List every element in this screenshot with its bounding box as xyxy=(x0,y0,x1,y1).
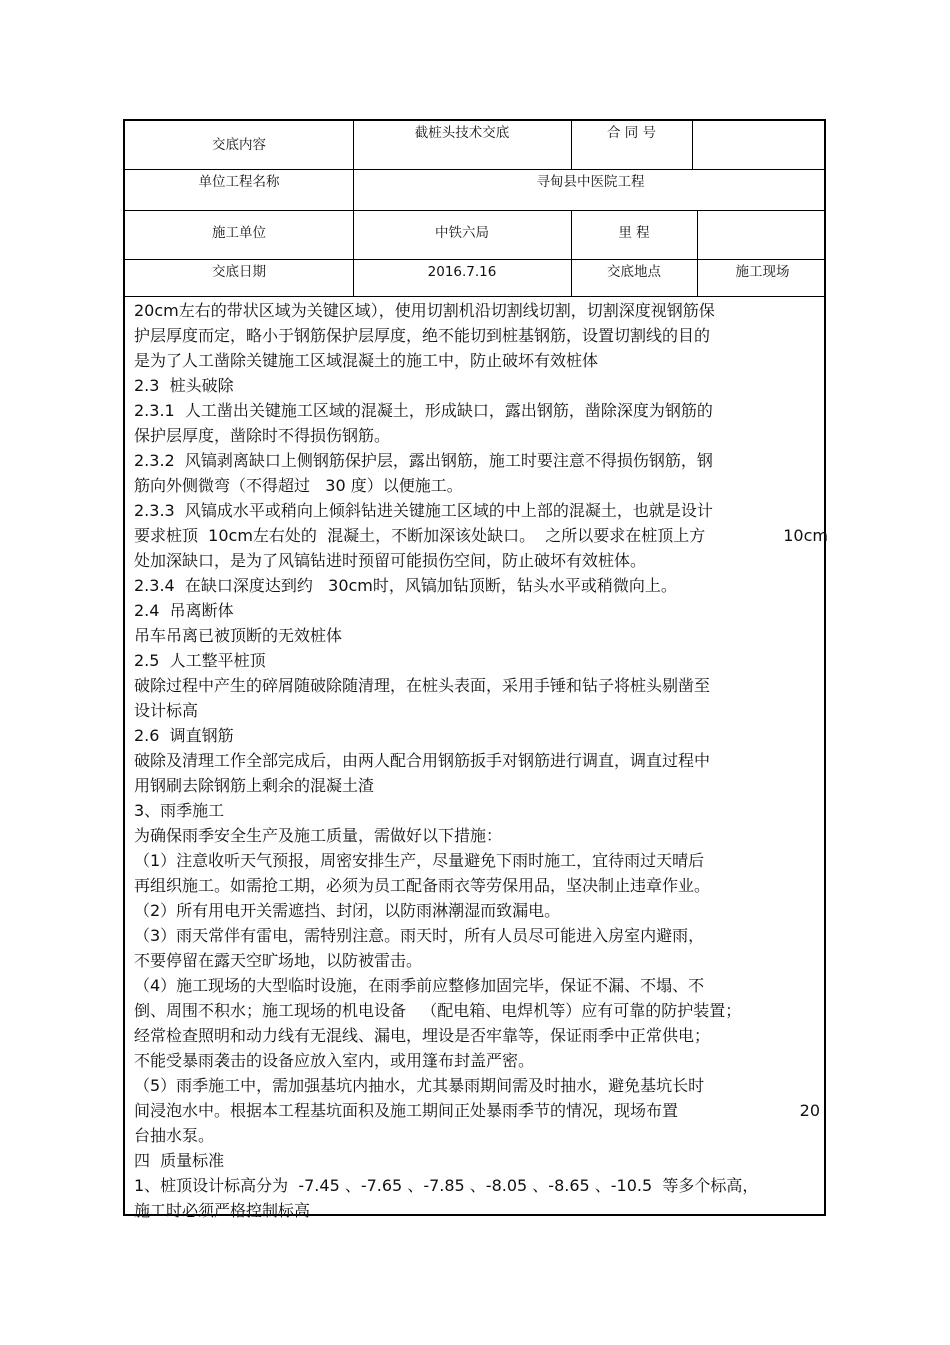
body-line: 2.3.2 风镐剥离缺口上侧钢筋保护层，露出钢筋，施工时要注意不得损伤钢筋，钢 xyxy=(134,451,713,470)
body-line: 再组织施工。如需抢工期，必须为员工配备雨衣等劳保用品，坚决制止违章作业。 xyxy=(134,876,711,895)
row-divider xyxy=(125,296,824,297)
body-line: 破除过程中产生的碎屑随破除随清理，在桩头表面，采用手锤和钻子将桩头剔凿至 xyxy=(134,676,711,695)
body-line-tail: 10cm xyxy=(783,526,828,545)
body-line: 2.3.3 风镐成水平或稍向上倾斜钻进关键施工区域的中上部的混凝土，也就是设计 xyxy=(134,501,713,520)
body-line: 护层厚度而定，略小于钢筋保护层厚度，绝不能切到桩基钢筋，设置切割线的目的 xyxy=(134,326,711,345)
row-divider xyxy=(125,169,824,170)
body-line-text: 间浸泡水中。根据本工程基坑面积及施工期间正处暴雨季节的情况，现场布置 xyxy=(134,1101,679,1120)
body-line: 筋向外侧微弯（不得超过 30 度）以便施工。 xyxy=(134,476,463,495)
section-heading: 四 质量标准 xyxy=(134,1151,225,1170)
body-line: （2）所有用电开关需遮挡、封闭，以防雨淋潮湿而致漏电。 xyxy=(134,901,561,920)
body-line: 1、桩顶设计标高分为 -7.45 、-7.65 、-7.85 、-8.05 、-8.65 、-10.5 等多个标高， xyxy=(134,1176,759,1195)
body-line: 台抽水泵。 xyxy=(134,1126,215,1145)
body-line xyxy=(134,1098,824,1123)
section-heading: 2.4 吊离断体 xyxy=(134,601,234,620)
body-line xyxy=(134,523,828,548)
body-line: 2.3.4 在缺口深度达到约 30cm时，风镐加钻顶断，钻头水平或稍微向上。 xyxy=(134,576,677,595)
body-line: 吊车吊离已被顶断的无效桩体 xyxy=(134,626,343,645)
body-line-tail: 20 xyxy=(799,1101,820,1120)
label-disclosure-content: 交底内容 xyxy=(212,137,266,153)
body-line: 不能受暴雨袭击的设备应放入室内，或用篷布封盖严密。 xyxy=(134,1051,535,1070)
label-project-name: 单位工程名称 xyxy=(198,174,280,190)
body-line: （1）注意收听天气预报，周密安排生产，尽量避免下雨时施工，宜待雨过天晴后 xyxy=(134,851,705,870)
label-disclosure-place: 交底地点 xyxy=(607,264,661,280)
label-construction-unit: 施工单位 xyxy=(212,225,266,241)
body-line: 保护层厚度，凿除时不得损伤钢筋。 xyxy=(134,426,391,445)
body-line: 20cm左右的带状区域为关键区域），使用切割机沿切割线切割，切割深度视钢筋保 xyxy=(134,301,715,320)
value-disclosure-content: 截桩头技术交底 xyxy=(414,125,510,141)
body-line-text: 要求桩顶 10cm左右处的 混凝土，不断加深该处缺口。 之所以要求在桩顶上方 xyxy=(134,526,706,545)
section-heading: 3、雨季施工 xyxy=(134,801,225,820)
disclosure-body xyxy=(134,298,828,1223)
label-mileage: 里 程 xyxy=(618,225,650,241)
label-disclosure-date: 交底日期 xyxy=(212,264,266,280)
body-line: 处加深缺口，是为了风镐钻进时预留可能损伤空间，防止破坏有效桩体。 xyxy=(134,551,647,570)
body-line: 是为了人工凿除关键施工区域混凝土的施工中，防止破坏有效桩体 xyxy=(134,351,599,370)
col-divider xyxy=(571,210,572,296)
body-line: 不要停留在露天空旷场地，以防被雷击。 xyxy=(134,951,423,970)
row-divider xyxy=(125,259,824,260)
body-line: （3）雨天常伴有雷电，需特别注意。雨天时，所有人员尽可能进入房室内避雨， xyxy=(134,926,705,945)
body-line: 用钢刷去除钢筋上剩余的混凝土渣 xyxy=(134,776,375,795)
value-disclosure-place: 施工现场 xyxy=(735,264,790,280)
section-heading: 2.3 桩头破除 xyxy=(134,376,234,395)
body-line: 倒、周围不积水；施工现场的机电设备 （配电箱、电焊机等）应有可靠的防护装置； xyxy=(134,1001,742,1020)
value-project-name: 寻甸县中医院工程 xyxy=(536,174,645,190)
disclosure-form xyxy=(123,119,828,1220)
section-heading: 2.5 人工整平桩顶 xyxy=(134,651,266,670)
body-line: （5）雨季施工中，需加强基坑内抽水，尤其暴雨期间需及时抽水，避免基坑长时 xyxy=(134,1076,705,1095)
body-line: 经常检查照明和动力线有无混线、漏电，埋设是否牢靠等，保证雨季中正常供电； xyxy=(134,1026,711,1045)
body-line: 设计标高 xyxy=(134,701,199,720)
row-divider xyxy=(125,210,824,211)
body-line: 破除及清理工作全部完成后，由两人配合用钢筋扳手对钢筋进行调直，调直过程中 xyxy=(134,751,711,770)
body-line: （4）施工现场的大型临时设施，在雨季前应整修加固完毕，保证不漏、不塌、不 xyxy=(134,976,705,995)
section-heading: 2.6 调直钢筋 xyxy=(134,726,234,745)
col-divider xyxy=(697,210,698,296)
value-construction-unit: 中铁六局 xyxy=(435,225,489,241)
col-divider xyxy=(692,121,693,169)
body-line: 施工时必须严格控制标高 xyxy=(134,1201,311,1220)
value-disclosure-date: 2016.7.16 xyxy=(427,264,497,280)
label-contract-number: 合 同 号 xyxy=(606,125,657,141)
body-line: 2.3.1 人工凿出关键施工区域的混凝土，形成缺口，露出钢筋，凿除深度为钢筋的 xyxy=(134,401,713,420)
body-line: 为确保雨季安全生产及施工质量，需做好以下措施： xyxy=(134,826,503,845)
